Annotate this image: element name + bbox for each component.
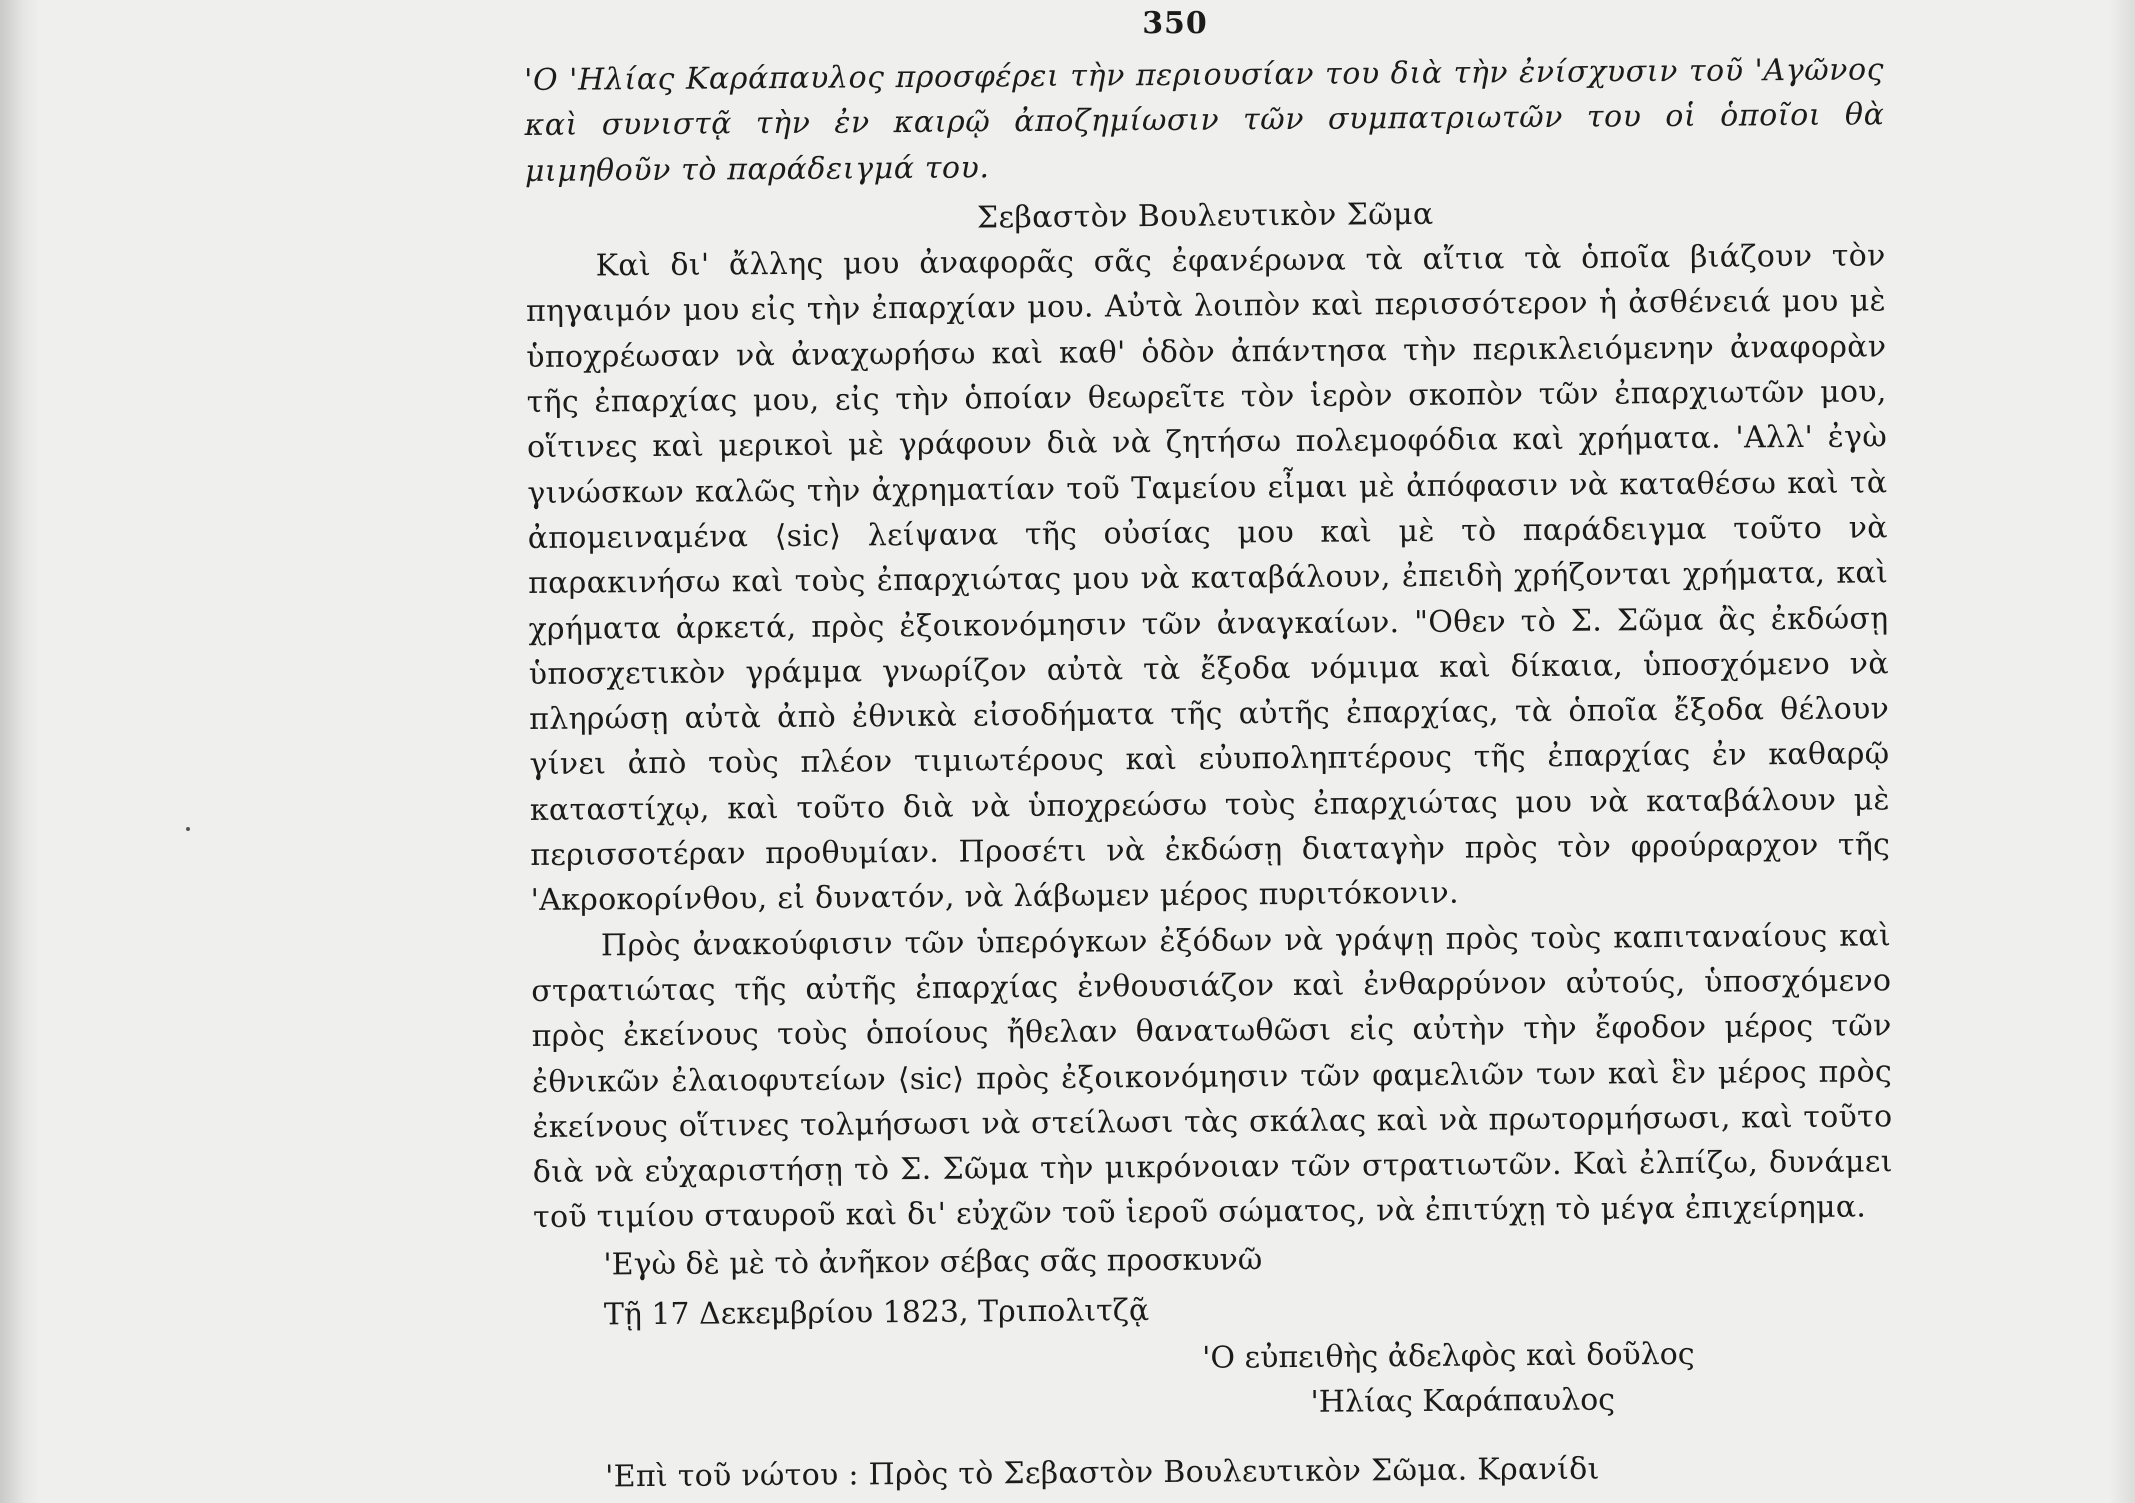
letter-salutation: Σεβαστὸν Βουλευτικὸν Σῶμα bbox=[976, 196, 1434, 236]
verso-note: 'Επὶ τοῦ νώτου : Πρὸς τὸ Σεβαστὸν Βουλευτικὸν Σῶμα. Κρανίδι bbox=[605, 1451, 1600, 1495]
letter-date-place: Τῇ 17 Δεκεμβρίου 1823, Τριπολιτζᾷ bbox=[603, 1292, 1150, 1333]
document-body bbox=[524, 47, 1895, 1500]
scan-shadow bbox=[0, 0, 40, 1503]
page-number: 350 bbox=[1142, 6, 1208, 41]
paper-speck bbox=[186, 827, 190, 831]
document-summary: 'Ο 'Ηλίας Καράπαυλος προσφέρει τὴν περιουσίαν του διὰ τὴν ἐνίσχυσιν τοῦ 'Αγῶνος καὶ συνιστᾷ τὴν ἐν καιρῷ ἀποζημίωσιν τῶν συμπατριωτῶν του οἱ ὁποῖοι θὰ μιμηθοῦν τὸ παράδειγμά του. bbox=[524, 52, 1885, 189]
letter-paragraph-1: Καὶ δι' ἄλλης μου ἀναφορᾶς σᾶς ἐφανέρωνα τὰ αἴτια τὰ ὁποῖα βιάζουν τὸν πηγαιμόν μου εἰς τὴν ἐπαρχίαν μου. Αὐτὰ λοιπὸν καὶ περισσότερον ἡ ἀσθένειά μου μὲ ὑποχρέωσαν νὰ ἀναχωρήσω καὶ καθ' ὁδὸν ἀπάντησα τὴν περικλειόμενην ἀναφορὰν τῆς ἐπαρχίας μου, εἰς τὴν ὁποίαν θεωρεῖτε τὸν ἱερὸν σκοπὸν τῶν ἐπαρχιωτῶν μου, οἵτινες καὶ μερικοὶ μὲ γράφουν διὰ νὰ ζητήσω πολεμοφόδια καὶ χρήματα. 'Αλλ' ἐγὼ γινώσκων καλῶς τὴν ἀχρηματίαν τοῦ Ταμείου εἶμαι μὲ ἀπόφασιν νὰ καταθέσω καὶ τὰ ἀπομειναμένα ⟨sic⟩ λείψανα τῆς οὐσίας μου καὶ μὲ τὸ παράδειγμα τοῦτο νὰ παρακινήσω καὶ τοὺς ἐπαρχιώτας μου νὰ καταβάλουν, ἐπειδὴ χρήζονται χρήματα, καὶ χρήματα ἀρκετά, πρὸς ἐξοικονόμησιν τῶν ἀναγκαίων. "Οθεν τὸ Σ. Σῶμα ἂς ἐκδώσῃ ὑποσχετικὸν γράμμα γνωρίζον αὐτὰ τὰ ἔξοδα νόμιμα καὶ δίκαια, ὑποσχόμενο νὰ πληρώσῃ αὐτὰ ἀπὸ ἐθνικὰ εἰσοδήματα τῆς αὐτῆς ἐπαρχίας, τὰ ὁποῖα ἔξοδα θέλουν γίνει ἀπὸ τοὺς πλέον τιμιωτέρους καὶ εὐυποληπτέρους τῆς ἐπαρχίας ἐν καθαρῷ καταστίχῳ, καὶ τοῦτο διὰ νὰ ὑποχρεώσω τοὺς ἐπαρχιώτας μου νὰ καταβάλουν μὲ περισσοτέραν προθυμίαν. Προσέτι νὰ ἐκδώσῃ διαταγὴν πρὸς τὸν φρούραρχον τῆς 'Ακροκορίνθου, εἰ δυνατόν, νὰ λάβωμεν μέρος πυριτόκονιν. bbox=[525, 238, 1891, 919]
letter-signature: 'Ηλίας Καράπαυλος bbox=[1310, 1382, 1616, 1420]
letter-paragraph-2: Πρὸς ἀνακούφισιν τῶν ὑπερόγκων ἐξόδων νὰ γράψῃ πρὸς τοὺς καπιταναίους καὶ στρατιώτας τῆς αὐτῆς ἐπαρχίας ἐνθουσιάζον καὶ ἐνθαρρύνον αὐτούς, ὑποσχόμενο πρὸς ἐκείνους τοὺς ὁποίους ἤθελαν θανατωθῶσι εἰς αὐτὴν τὴν ἔφοδον μέρος τῶν ἐθνικῶν ἐλαιοφυτείων ⟨sic⟩ πρὸς ἐξοικονόμησιν τῶν φαμελιῶν των καὶ ἓν μέρος πρὸς ἐκείνους οἵτινες τολμήσωσι νὰ στείλωσι τὰς σκάλας καὶ νὰ πρωτορμήσωσι, καὶ τοῦτο διὰ νὰ εὐχαριστήσῃ τὸ Σ. Σῶμα τὴν μικρόνοιαν τῶν στρατιωτῶν. Καὶ ἐλπίζω, δυνάμει τοῦ τιμίου σταυροῦ καὶ δι' εὐχῶν τοῦ ἱεροῦ σώματος, νὰ ἐπιτύχῃ τὸ μέγα ἐπιχείρημα. bbox=[531, 917, 1893, 1236]
letter-closing: 'Εγὼ δὲ μὲ τὸ ἀνῆκον σέβας σᾶς προσκυνῶ bbox=[603, 1241, 1263, 1283]
scan-edge bbox=[2109, 0, 2135, 1503]
letter-signoff: 'Ο εὐπειθὴς ἀδελφὸς καὶ δοῦλος bbox=[1202, 1336, 1695, 1376]
